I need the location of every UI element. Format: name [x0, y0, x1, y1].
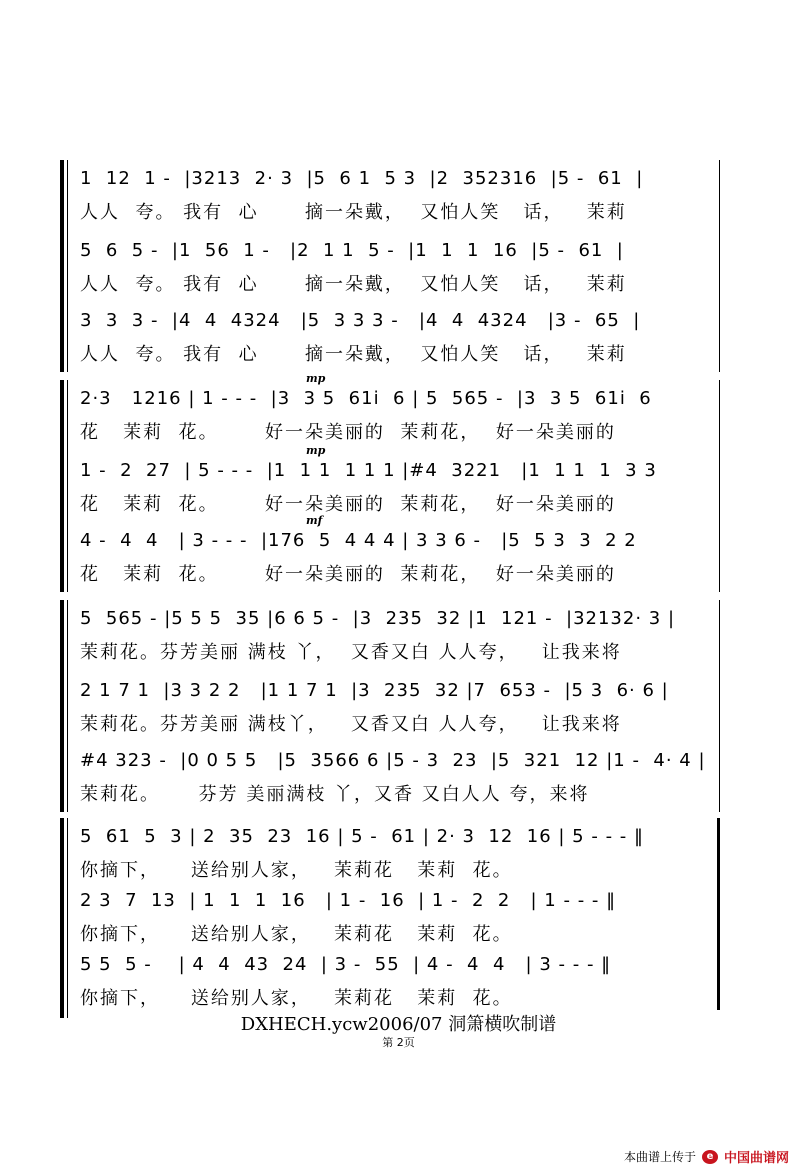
upload-attribution	[624, 1147, 789, 1166]
lyrics-line: 茉莉花。芬芳美丽 满枝 丫， 又香又白 人人夸， 让我来将	[80, 642, 622, 663]
voice-row	[60, 742, 720, 812]
notation-line: 3 3 3 - |4 4 4324 |5 3 3 3 - |4 4 4324 |3 - 65 |	[80, 310, 641, 331]
voice-row	[60, 882, 720, 952]
voice-row	[60, 600, 720, 670]
notation-line: 1 12 1 - |3213 2· 3 |5 6 1 5 3 |2 352316 |5 - 61 |	[80, 168, 644, 189]
voice-row	[60, 522, 720, 592]
notation-line: 5 6 5 - |1 56 1 - |2 1 1 5 - |1 1 1 16 |5 - 61 |	[80, 240, 624, 261]
lyrics-line: 茉莉花。 芬芳 美丽满枝 丫，又香 又白人人 夸，来将	[80, 784, 590, 805]
lyrics-line: 你摘下， 送给别人家， 茉莉花 茉莉 花。	[80, 988, 513, 1009]
notation-line: 4 - 4 4 | 3 - - - |176 5 4 4 4 | 3 3 6 - |5 5 3 3 2 2	[80, 530, 637, 551]
upload-label: 本曲谱上传于	[623, 1150, 696, 1164]
voice-row	[60, 160, 720, 230]
notation-line: 2·3 1216 | 1 - - - |3 3 5 61i 6 | 5 565 - |3 3 5 61i 6	[80, 388, 652, 409]
notation-line: 1 - 2 27 | 5 - - - |1 1 1 1 1 1 |#4 3221 |1 1 1 1 3 3	[80, 460, 657, 481]
score-system-2	[60, 372, 720, 592]
voice-row	[60, 232, 720, 302]
site-logo-icon: e	[702, 1150, 718, 1164]
voice-row	[60, 302, 720, 372]
lyrics-line: 人人 夸。 我有 心 摘一朵戴， 又怕人笑 话， 茉莉	[80, 344, 627, 365]
site-logo-text: 中国曲谱网	[723, 1151, 789, 1166]
page-number: 第 2页	[382, 1036, 415, 1049]
voice-row	[60, 946, 720, 1016]
lyrics-line: 人人 夸。 我有 心 摘一朵戴， 又怕人笑 话， 茉莉	[80, 274, 627, 295]
voice-row	[60, 672, 720, 742]
score-system-1	[60, 160, 720, 372]
dynamic-marking: mf	[306, 514, 323, 527]
notation-line: 5 61 5 3 | 2 35 23 16 | 5 - 61 | 2· 3 12 16 | 5 - - - ‖	[80, 826, 645, 847]
lyrics-line: 茉莉花。芬芳美丽 满枝丫， 又香又白 人人夸， 让我来将	[80, 714, 622, 735]
dynamic-marking: mp	[306, 372, 326, 385]
score-system-4	[60, 818, 720, 1018]
score-system-3	[60, 600, 720, 812]
voice-row	[60, 380, 720, 450]
dynamic-marking: mp	[306, 444, 326, 457]
notation-line: 5 565 - |5 5 5 35 |6 6 5 - |3 235 32 |1 121 - |32132· 3 |	[80, 608, 676, 629]
lyrics-line: 你摘下， 送给别人家， 茉莉花 茉莉 花。	[80, 924, 513, 945]
voice-row	[60, 452, 720, 522]
lyrics-line: 花 茉莉 花。 好一朵美丽的 茉莉花， 好一朵美丽的	[80, 422, 616, 443]
score-credit: DXHECH.ycw2006/07 洞箫横吹制谱	[240, 1014, 557, 1035]
notation-line: 5 5 5 - | 4 4 43 24 | 3 - 55 | 4 - 4 4 | 3 - - - ‖	[80, 954, 612, 975]
notation-line: 2 1 7 1 |3 3 2 2 |1 1 7 1 |3 235 32 |7 653 - |5 3 6· 6 |	[80, 680, 669, 701]
lyrics-line: 花 茉莉 花。 好一朵美丽的 茉莉花， 好一朵美丽的	[80, 494, 616, 515]
notation-line: 2 3 7 13 | 1 1 1 16 | 1 - 16 | 1 - 2 2 | 1 - - - ‖	[80, 890, 617, 911]
voice-row	[60, 818, 720, 888]
lyrics-line: 你摘下， 送给别人家， 茉莉花 茉莉 花。	[80, 860, 513, 881]
lyrics-line: 花 茉莉 花。 好一朵美丽的 茉莉花， 好一朵美丽的	[80, 564, 616, 585]
lyrics-line: 人人 夸。 我有 心 摘一朵戴， 又怕人笑 话， 茉莉	[80, 202, 627, 223]
notation-line: #4 323 - |0 0 5 5 |5 3566 6 |5 - 3 23 |5 321 12 |1 - 4· 4 |	[80, 750, 706, 771]
